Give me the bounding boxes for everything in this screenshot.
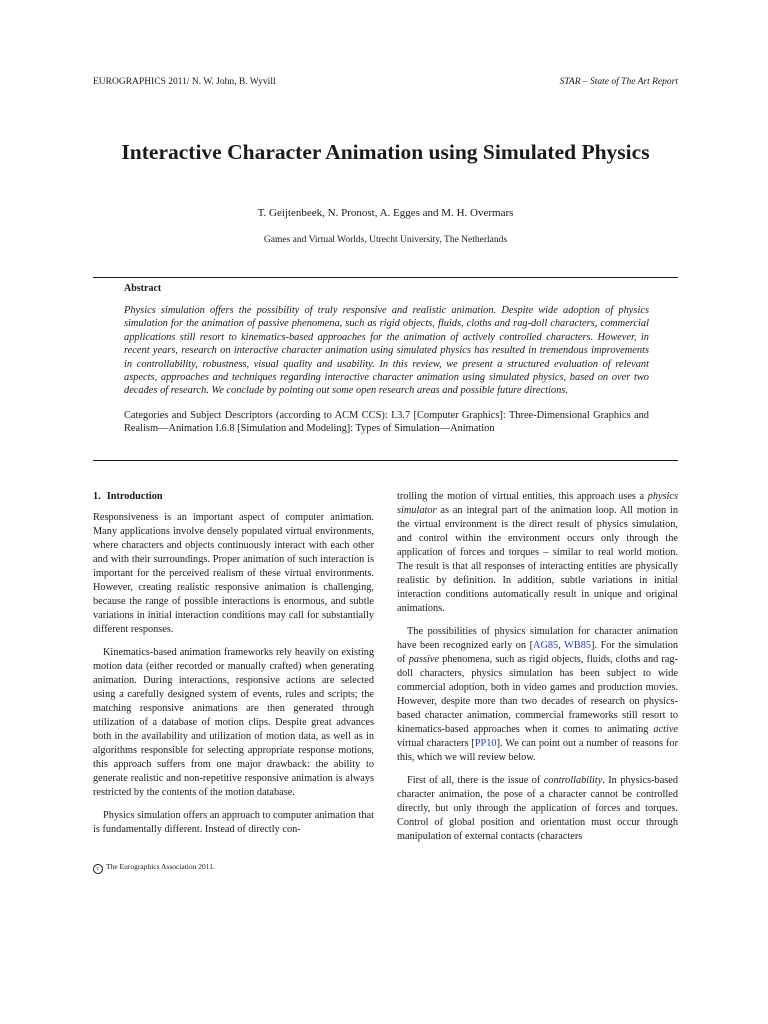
citation-link[interactable]: PP10 bbox=[474, 738, 497, 749]
abstract-body: Physics simulation offers the possibility of truly responsive and realistic animation. Despite wide adoption of physics simulation for the animation of passive phenomena, such as rigid objects, fluids, cloths and rag-doll characters, commercial applications still resort to kinematics-based approaches for the animation of actively controlled characters. However, in recent years, research on interactive character animation using simulated physics has resulted in tremendous improvements in controllability, robustness, visual quality and usability. In this review, we present a structured evaluation of relevant aspects, approaches and techniques regarding interactive character animation using simulated physics, based on over two decades of research. We conclude by pointing out some open research areas and possible future directions. bbox=[124, 305, 649, 397]
intro-paragraph-3: Physics simulation offers an approach to computer animation that is fundamentally different. Instead of directly con- bbox=[93, 810, 374, 835]
emphasis-text: controllability bbox=[543, 775, 603, 786]
left-column bbox=[93, 490, 374, 846]
emphasis-text: passive bbox=[408, 654, 440, 665]
affiliation: Games and Virtual Worlds, Utrecht University, The Netherlands bbox=[263, 235, 508, 245]
running-head-left: EUROGRAPHICS 2011/ N. W. John, B. Wyvill bbox=[93, 77, 276, 87]
text-run: First of all, there is the issue of bbox=[407, 775, 544, 786]
section-number: 1. bbox=[93, 491, 101, 502]
citation-link[interactable]: AG85 bbox=[533, 640, 559, 651]
citation-link[interactable]: WB85 bbox=[564, 640, 592, 651]
abstract-heading: Abstract bbox=[124, 283, 162, 294]
text-run: . In physics-based character animation, the pose of a character cannot be controlled directly, but only through the application of forces and torques. Control of global position and orientation must occur through manipulation of external contacts (characters bbox=[397, 775, 678, 842]
right-paragraph-3 bbox=[397, 774, 678, 844]
text-run: trolling the motion of virtual entities, this approach uses a bbox=[397, 491, 648, 502]
abstract-top-rule bbox=[93, 277, 678, 278]
text-run: ]. We can point out a number of reasons for this, which we will review below. bbox=[397, 738, 678, 763]
intro-paragraph-2: Kinematics-based animation frameworks rely heavily on existing motion data (either recorded or manually crafted) when generating animation. During interactions, responsive actions are selected using a carefully designed system of events, rules and scripts; the matching responsive animations are then generated through utilization of a database of motion clips. Despite great advances both in the availability and utilization of motion data, as well as in algorithms responsible for selecting appropriate response motions, this approach suffers from one major drawback: the ability to generate realistic and non-repetitive responsive animation is always restricted by the contents of the motion database. bbox=[93, 647, 374, 798]
abstract-bottom-rule bbox=[93, 460, 678, 461]
copyright-icon: c bbox=[93, 864, 103, 874]
text-run: , bbox=[558, 640, 565, 651]
right-column bbox=[397, 490, 678, 853]
emphasis-text: active bbox=[653, 724, 678, 735]
text-run: phenomena, such as rigid objects, fluids, cloths and rag-doll characters, physics simulation has been subject to wide commercial adoption, both in video games and production movies. However, despite more than two decades of research on physics-based character animation, commercial frameworks still resort to kinematics-based approaches when it comes to animating bbox=[397, 654, 678, 735]
copyright-footer bbox=[93, 862, 215, 874]
author-list: T. Geijtenbeek, N. Pronost, A. Egges and M. H. Overmars bbox=[257, 207, 514, 219]
right-paragraph-1 bbox=[397, 490, 678, 616]
text-run: virtual characters [ bbox=[397, 738, 475, 749]
text-run: as an integral part of the animation loop. All motion in the virtual environment is the direct result of physics simulation, and control within the environment occurs only through the application of forces and torques – similar to real world motion. The result is that all responses of interacting entities are physically realistic by definition. In addition, subtle variations in initial interaction conditions automatically result in unique and original animations. bbox=[397, 505, 678, 614]
emphasis-text: physics simulator bbox=[397, 491, 678, 516]
right-paragraph-2 bbox=[397, 625, 678, 765]
running-head-right: STAR – State of The Art Report bbox=[559, 77, 678, 87]
paper-title: Interactive Character Animation using Simulated Physics bbox=[121, 140, 650, 164]
intro-paragraph-1: Responsiveness is an important aspect of computer animation. Many applications involve densely populated virtual environments, where characters and objects continuously interact with each other and with their surroundings. Proper animation of such interaction is important for the perceived realism of these virtual environments. However, creating realistic responsive animation is challenging, because the range of possible interactions is enormous, and subtle variations in initial interaction conditions may call for substantially different responses. bbox=[93, 512, 374, 635]
text-run: The possibilities of physics simulation for character animation have been recognized early on [ bbox=[397, 626, 678, 651]
section-heading bbox=[93, 490, 374, 504]
abstract-block bbox=[124, 283, 649, 436]
copyright-text: The Eurographics Association 2011. bbox=[106, 862, 215, 871]
ccs-descriptors: Categories and Subject Descriptors (according to ACM CCS): I.3.7 [Computer Graphics]: Three-Dimensional Graphics and Realism—Animation I.6.8 [Simulation and Modeling]: Types of Simulation—Animation bbox=[124, 409, 649, 435]
section-title: Introduction bbox=[106, 491, 163, 502]
text-run: ]. For the simulation of bbox=[397, 640, 679, 665]
